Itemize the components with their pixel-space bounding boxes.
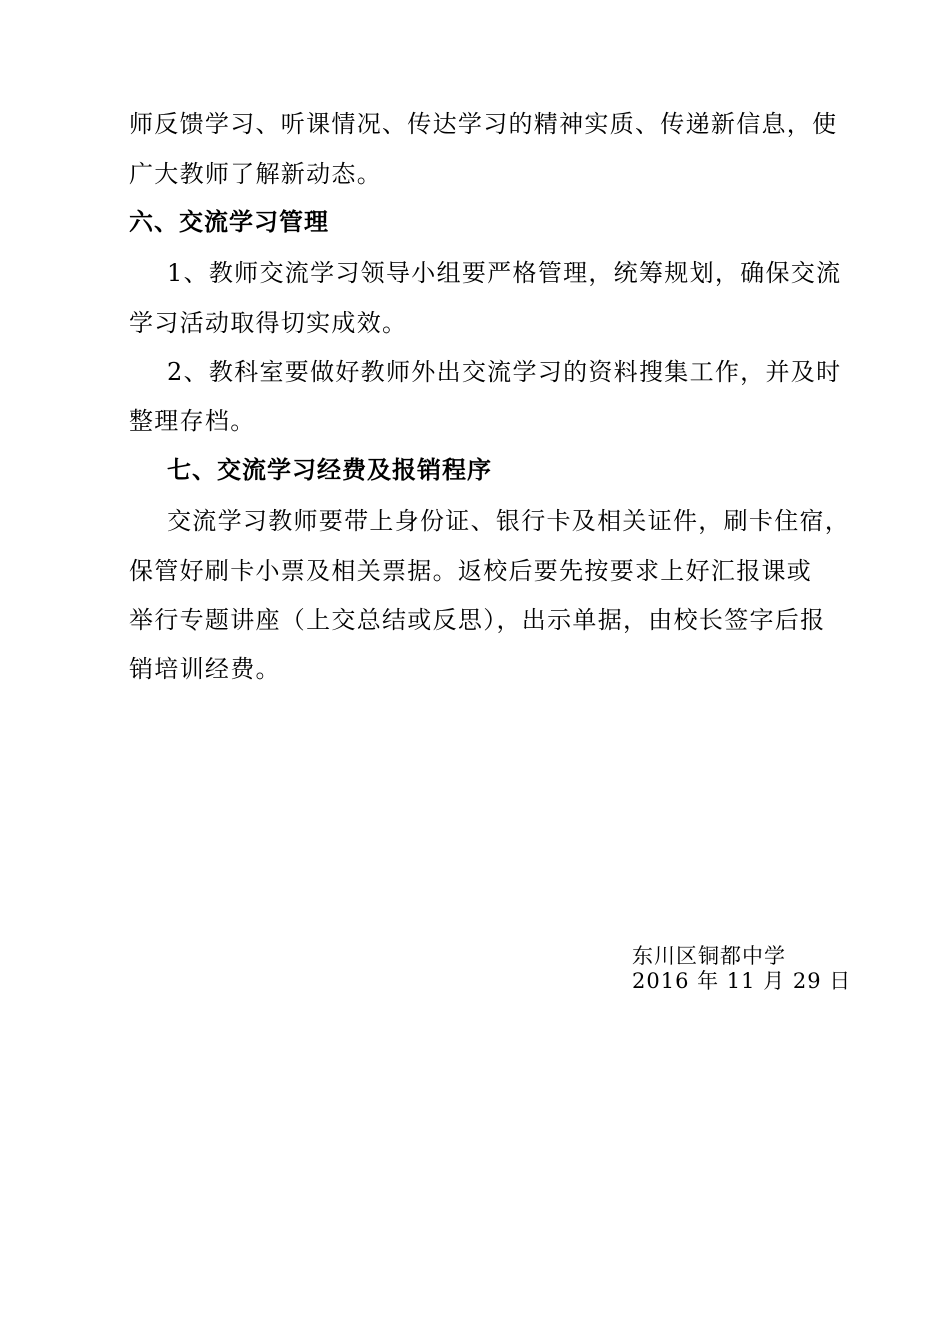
section-6-item-1-line-2: 学习活动取得切实成效。 [129, 309, 408, 337]
section-7-heading: 七、交流学习经费及报销程序 [167, 456, 492, 484]
section-6-item-2-line-1: 2、教科室要做好教师外出交流学习的资料搜集工作，并及时 [167, 358, 842, 386]
section-6-item-1-line-1: 1、教师交流学习领导小组要严格管理，统筹规划，确保交流 [167, 259, 842, 287]
intro-line-1: 师反馈学习、听课情况、传达学习的精神实质、传递新信息，使 [129, 110, 838, 138]
signature-date: 2016 年 11 月 29 日 [632, 969, 852, 993]
section-7-line-2: 保管好刷卡小票及相关票据。返校后要先按要求上好汇报课或 [129, 557, 813, 585]
signature-organization: 东川区铜都中学 [632, 944, 786, 968]
section-7-line-4: 销培训经费。 [129, 655, 281, 683]
intro-line-2: 广大教师了解新动态。 [129, 160, 382, 188]
section-7-line-3: 举行专题讲座（上交总结或反思），出示单据，由校长签字后报 [129, 606, 826, 634]
section-6-heading: 六、交流学习管理 [129, 208, 329, 236]
section-7-line-1: 交流学习教师要带上身份证、银行卡及相关证件，刷卡住宿， [167, 507, 851, 535]
section-6-item-2-line-2: 整理存档。 [129, 407, 256, 435]
